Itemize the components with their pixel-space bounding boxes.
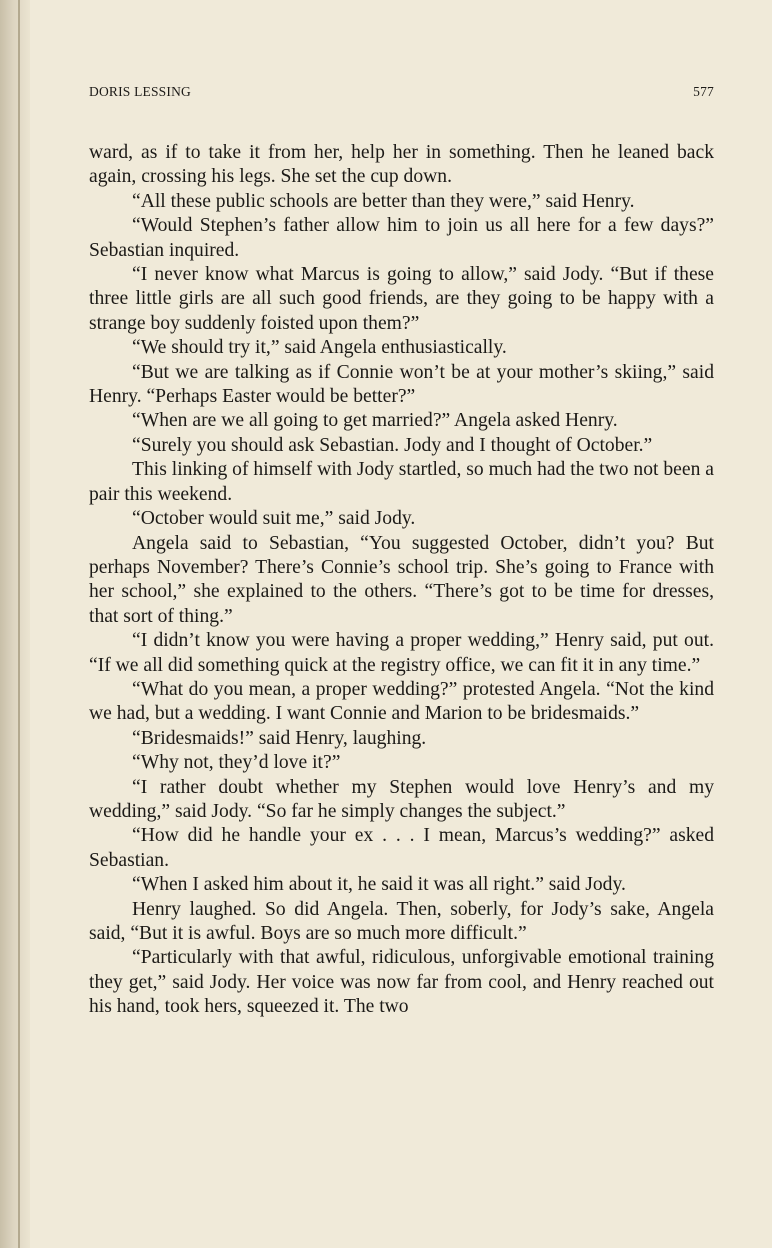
paragraph: “Particularly with that awful, ridiculous, unforgivable emotional training they get,” said Jody. Her voice was now far from cool, and Henry reached out his hand, took hers, squeezed it. The two: [89, 947, 714, 1018]
paragraph: “Surely you should ask Sebastian. Jody and I thought of October.”: [132, 434, 653, 456]
paragraph: “Bridesmaids!” said Henry, laughing.: [132, 727, 427, 749]
paragraph: This linking of himself with Jody startled, so much had the two not been a pair this weekend.: [89, 459, 714, 505]
running-head: DORIS LESSING: [89, 84, 191, 99]
paragraph: “I didn’t know you were having a proper wedding,” Henry said, put out. “If we all did something quick at the registry office, we can fit it in any time.”: [89, 630, 714, 676]
page-right-edge: [772, 0, 784, 1248]
paragraph: “Would Stephen’s father allow him to join us all here for a few days?” Sebastian inquired.: [89, 215, 714, 261]
paragraph: “We should try it,” said Angela enthusiastically.: [132, 337, 507, 359]
paragraph: “I never know what Marcus is going to allow,” said Jody. “But if these three little girls are all such good friends, are they going to be happy with a strange boy suddenly foisted upon them?”: [89, 264, 714, 334]
paragraph: “Why not, they’d love it?”: [132, 752, 341, 774]
paragraph: ward, as if to take it from her, help her in something. Then he leaned back again, crossing his legs. She set the cup down.: [89, 142, 714, 188]
paragraph: “How did he handle your ex . . . I mean, Marcus’s wedding?” asked Sebastian.: [89, 825, 714, 871]
paragraph: Angela said to Sebastian, “You suggested October, didn’t you? But perhaps November? There’s Connie’s school trip. She’s going to France with her school,” she explained to the others. “There’s got to be time for dresses, that sort of thing.”: [89, 532, 714, 627]
page-number: 577: [693, 84, 714, 99]
body-text: [89, 141, 714, 1020]
paragraph: “October would suit me,” said Jody.: [132, 508, 416, 530]
paragraph: “All these public schools are better than they were,” said Henry.: [132, 190, 635, 212]
paragraph: “When I asked him about it, he said it was all right.” said Jody.: [132, 874, 626, 896]
paragraph: “When are we all going to get married?” Angela asked Henry.: [132, 410, 618, 432]
paragraph: “But we are talking as if Connie won’t be at your mother’s skiing,” said Henry. “Perhaps Easter would be better?”: [89, 361, 714, 408]
paragraph: “What do you mean, a proper wedding?” protested Angela. “Not the kind we had, but a wedding. I want Connie and Marion to be bridesmaids.”: [89, 678, 714, 725]
paragraph: Henry laughed. So did Angela. Then, soberly, for Jody’s sake, Angela said, “But it is awful. Boys are so much more difficult.”: [89, 898, 714, 944]
page-header: [89, 84, 714, 104]
book-spine-edge: [18, 0, 20, 1248]
book-gutter: [0, 0, 30, 1248]
paragraph: “I rather doubt whether my Stephen would love Henry’s and my wedding,” said Jody. “So far he simply changes the subject.”: [89, 776, 714, 822]
